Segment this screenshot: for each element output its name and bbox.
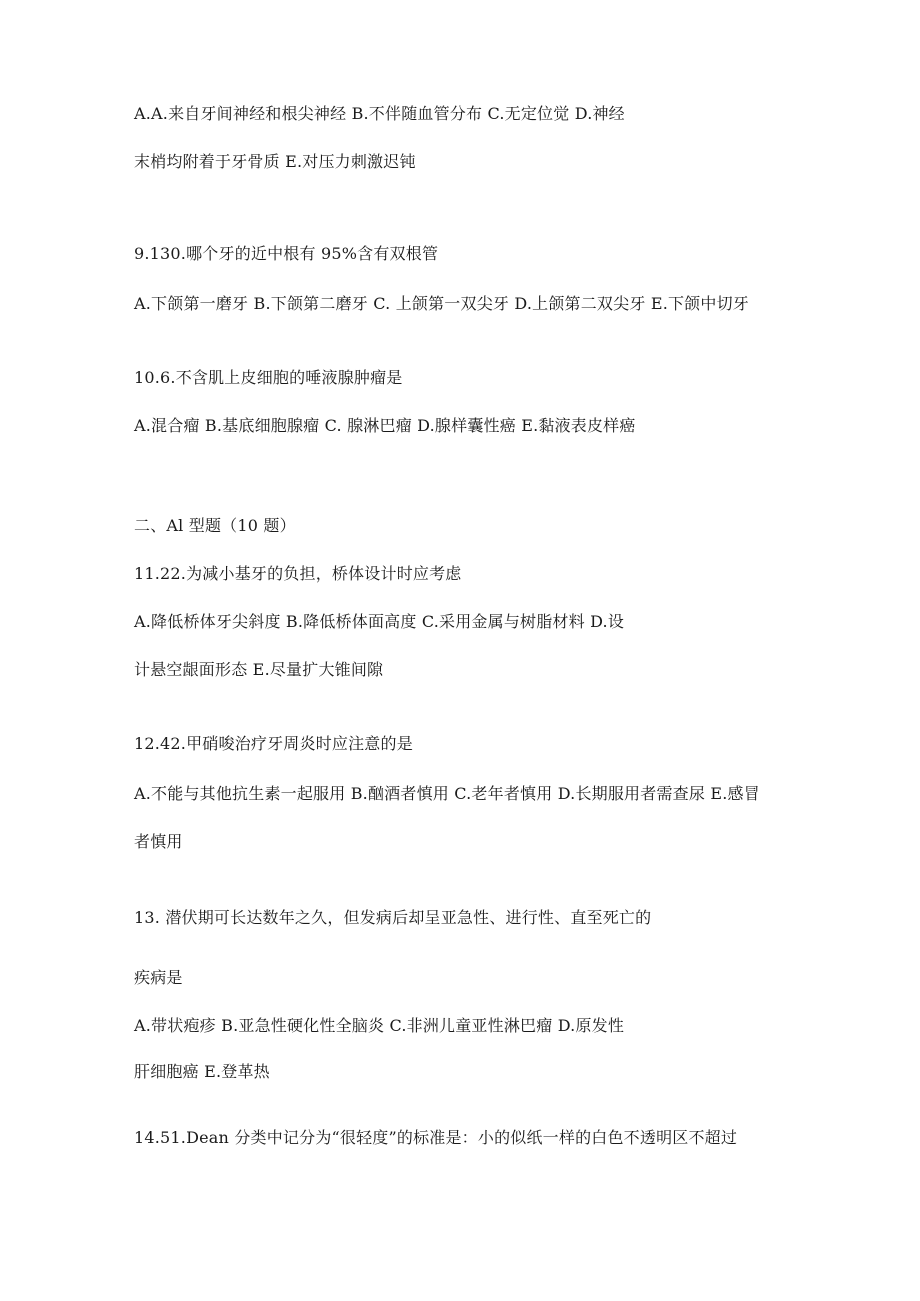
q13-options-line-2: 肝细胞癌 E.登革热 (134, 1062, 270, 1081)
q9-options: A.下颌第一磨牙 B.下颌第二磨牙 C. 上颌第一双尖牙 D.上颌第二双尖牙 E.下颌中切牙 (134, 294, 749, 313)
q12-question: 12.42.甲硝唆治疗牙周炎时应注意的是 (134, 734, 413, 753)
q11-options-line-2: 计悬空龈面形态 E.尽量扩大锥间隙 (134, 660, 384, 679)
q13-options-line-1: A.带状疱疹 B.亚急性硬化性全脑炎 C.非洲儿童亚性淋巴瘤 D.原发性 (134, 1016, 625, 1035)
q11-question: 11.22.为减小基牙的负担，桥体设计时应考虑 (134, 564, 462, 583)
q12-options-line-2: 者慎用 (134, 832, 183, 851)
q10-options: A.混合瘤 B.基底细胞腺瘤 C. 腺淋巴瘤 D.腺样囊性癌 E.黏液表皮样癌 (134, 416, 636, 435)
q13-question-line-2: 疾病是 (134, 968, 183, 987)
section-heading: 二、Al 型题（10 题） (134, 516, 296, 535)
q8-options-line-1: A.A.来自牙间神经和根尖神经 B.不伴随血管分布 C.无定位觉 D.神经 (134, 104, 625, 123)
q9-question: 9.130.哪个牙的近中根有 95%含有双根管 (134, 244, 439, 263)
q11-options-line-1: A.降低桥体牙尖斜度 B.降低桥体面高度 C.采用金属与树脂材料 D.设 (134, 612, 625, 631)
q12-options-line-1: A.不能与其他抗生素一起服用 B.酗酒者慎用 C.老年者慎用 D.长期服用者需查尿 E.感冒 (134, 784, 760, 803)
q14-question: 14.51.Dean 分类中记分为“很轻度”的标准是：小的似纸一样的白色不透明区不超过 (134, 1128, 738, 1147)
q13-question-line-1: 13. 潜伏期可长达数年之久，但发病后却呈亚急性、进行性、直至死亡的 (134, 908, 652, 927)
q10-question: 10.6.不含肌上皮细胞的唾液腺肿瘤是 (134, 368, 403, 387)
q8-options-line-2: 末梢均附着于牙骨质 E.对压力刺激迟钝 (134, 152, 416, 171)
